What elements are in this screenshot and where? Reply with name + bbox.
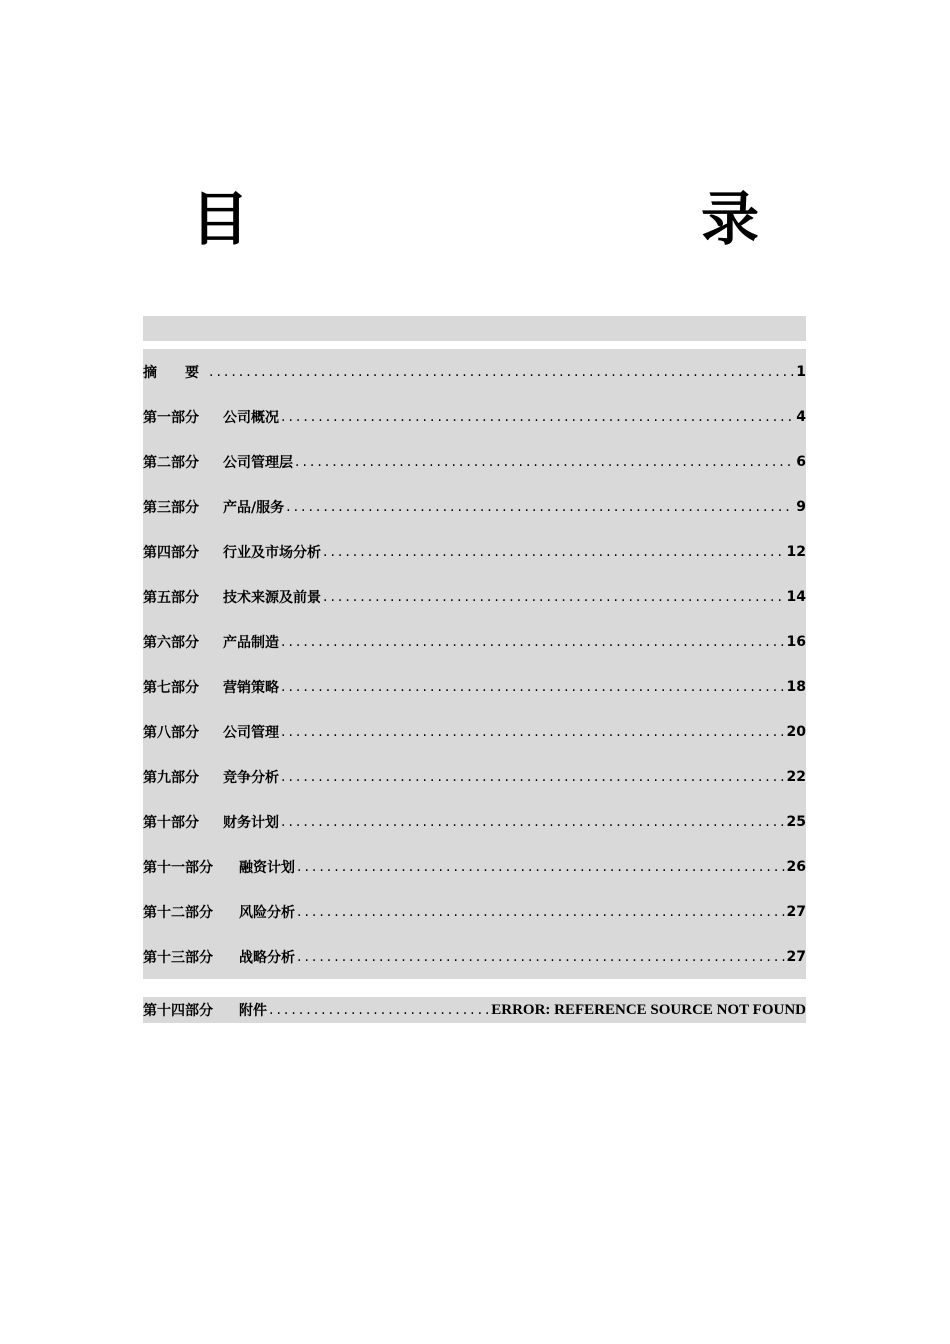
toc-row[interactable]	[143, 394, 806, 439]
toc-part-label: 第一部分	[143, 409, 199, 426]
toc-section-title: 营销策略	[223, 679, 279, 696]
toc-dot-leader	[295, 454, 794, 470]
toc-section-title: 行业及市场分析	[223, 544, 321, 561]
toc-part-label: 第十二部分	[143, 904, 213, 921]
toc-row[interactable]	[143, 664, 806, 709]
toc-row-summary[interactable]	[143, 349, 806, 394]
toc-row[interactable]	[143, 889, 806, 934]
toc-dot-leader	[323, 544, 785, 560]
toc-dot-leader	[281, 409, 794, 425]
toc-dot-leader	[281, 814, 785, 830]
toc-row[interactable]	[143, 484, 806, 529]
toc-part-label: 第四部分	[143, 544, 199, 561]
toc-part-label: 第十四部分	[143, 1003, 213, 1019]
toc-page-number: 12	[786, 543, 806, 560]
toc-part-label: 第十一部分	[143, 859, 213, 876]
toc-section-title: 竞争分析	[223, 769, 279, 786]
toc-section-title: 产品制造	[223, 634, 279, 651]
toc-row[interactable]	[143, 529, 806, 574]
toc-page-number: 4	[796, 408, 806, 425]
toc-dot-leader	[281, 634, 785, 650]
toc-page-number: 1	[796, 363, 806, 380]
toc-dot-leader	[281, 769, 785, 785]
toc-dot-leader	[323, 589, 785, 605]
toc-section-title: 融资计划	[239, 859, 295, 876]
toc-section-title: 公司概况	[223, 409, 279, 426]
toc-page-number: 25	[786, 813, 806, 830]
toc-section-title: 产品/服务	[223, 499, 285, 516]
toc-page-number: 22	[786, 768, 806, 785]
toc-summary-label: 摘 要	[143, 364, 199, 381]
toc-section-title: 战略分析	[239, 949, 295, 966]
toc-page-number: 9	[796, 498, 806, 515]
toc-reference-error: ERROR: REFERENCE SOURCE NOT FOUND	[491, 1001, 806, 1018]
toc-row[interactable]	[143, 709, 806, 754]
toc-page-number: 27	[786, 948, 806, 965]
toc-page-number: 20	[786, 723, 806, 740]
toc-section-title: 公司管理	[223, 724, 279, 741]
toc-page-number: 26	[786, 858, 806, 875]
toc-page-number: 18	[786, 678, 806, 695]
table-of-contents	[143, 316, 806, 1023]
toc-part-label: 第六部分	[143, 634, 199, 651]
toc-section-title: 风险分析	[239, 904, 295, 921]
toc-row[interactable]	[143, 619, 806, 664]
toc-row-appendix[interactable]	[143, 997, 806, 1023]
toc-part-label: 第八部分	[143, 724, 199, 741]
toc-part-label: 第十三部分	[143, 949, 213, 966]
toc-dot-leader	[286, 499, 794, 515]
toc-dot-leader	[297, 949, 785, 965]
toc-part-label: 第三部分	[143, 499, 199, 516]
toc-dot-leader	[281, 724, 785, 740]
toc-dot-leader	[209, 364, 794, 380]
toc-section-title: 财务计划	[223, 814, 279, 831]
toc-dot-leader	[297, 904, 785, 920]
toc-dot-leader	[269, 1002, 489, 1018]
toc-highlight-block	[143, 349, 806, 979]
toc-row[interactable]	[143, 574, 806, 619]
toc-page-number: 16	[786, 633, 806, 650]
toc-section-title: 技术来源及前景	[223, 589, 321, 606]
toc-dot-leader	[281, 679, 785, 695]
toc-part-label: 第十部分	[143, 814, 199, 831]
toc-part-label: 第五部分	[143, 589, 199, 606]
toc-row[interactable]	[143, 439, 806, 484]
page-title: 目 录	[190, 185, 871, 253]
toc-section-title: 附件	[239, 1003, 267, 1019]
toc-section-title: 公司管理层	[223, 454, 293, 471]
toc-dot-leader	[297, 859, 785, 875]
toc-page-number: 6	[796, 453, 806, 470]
toc-page-number: 27	[786, 903, 806, 920]
toc-page-number: 14	[786, 588, 806, 605]
toc-header-band	[143, 316, 806, 341]
toc-row[interactable]	[143, 844, 806, 889]
toc-row[interactable]	[143, 799, 806, 844]
toc-part-label: 第二部分	[143, 454, 199, 471]
toc-part-label: 第九部分	[143, 769, 199, 786]
toc-row[interactable]	[143, 934, 806, 979]
toc-row[interactable]	[143, 754, 806, 799]
toc-part-label: 第七部分	[143, 679, 199, 696]
